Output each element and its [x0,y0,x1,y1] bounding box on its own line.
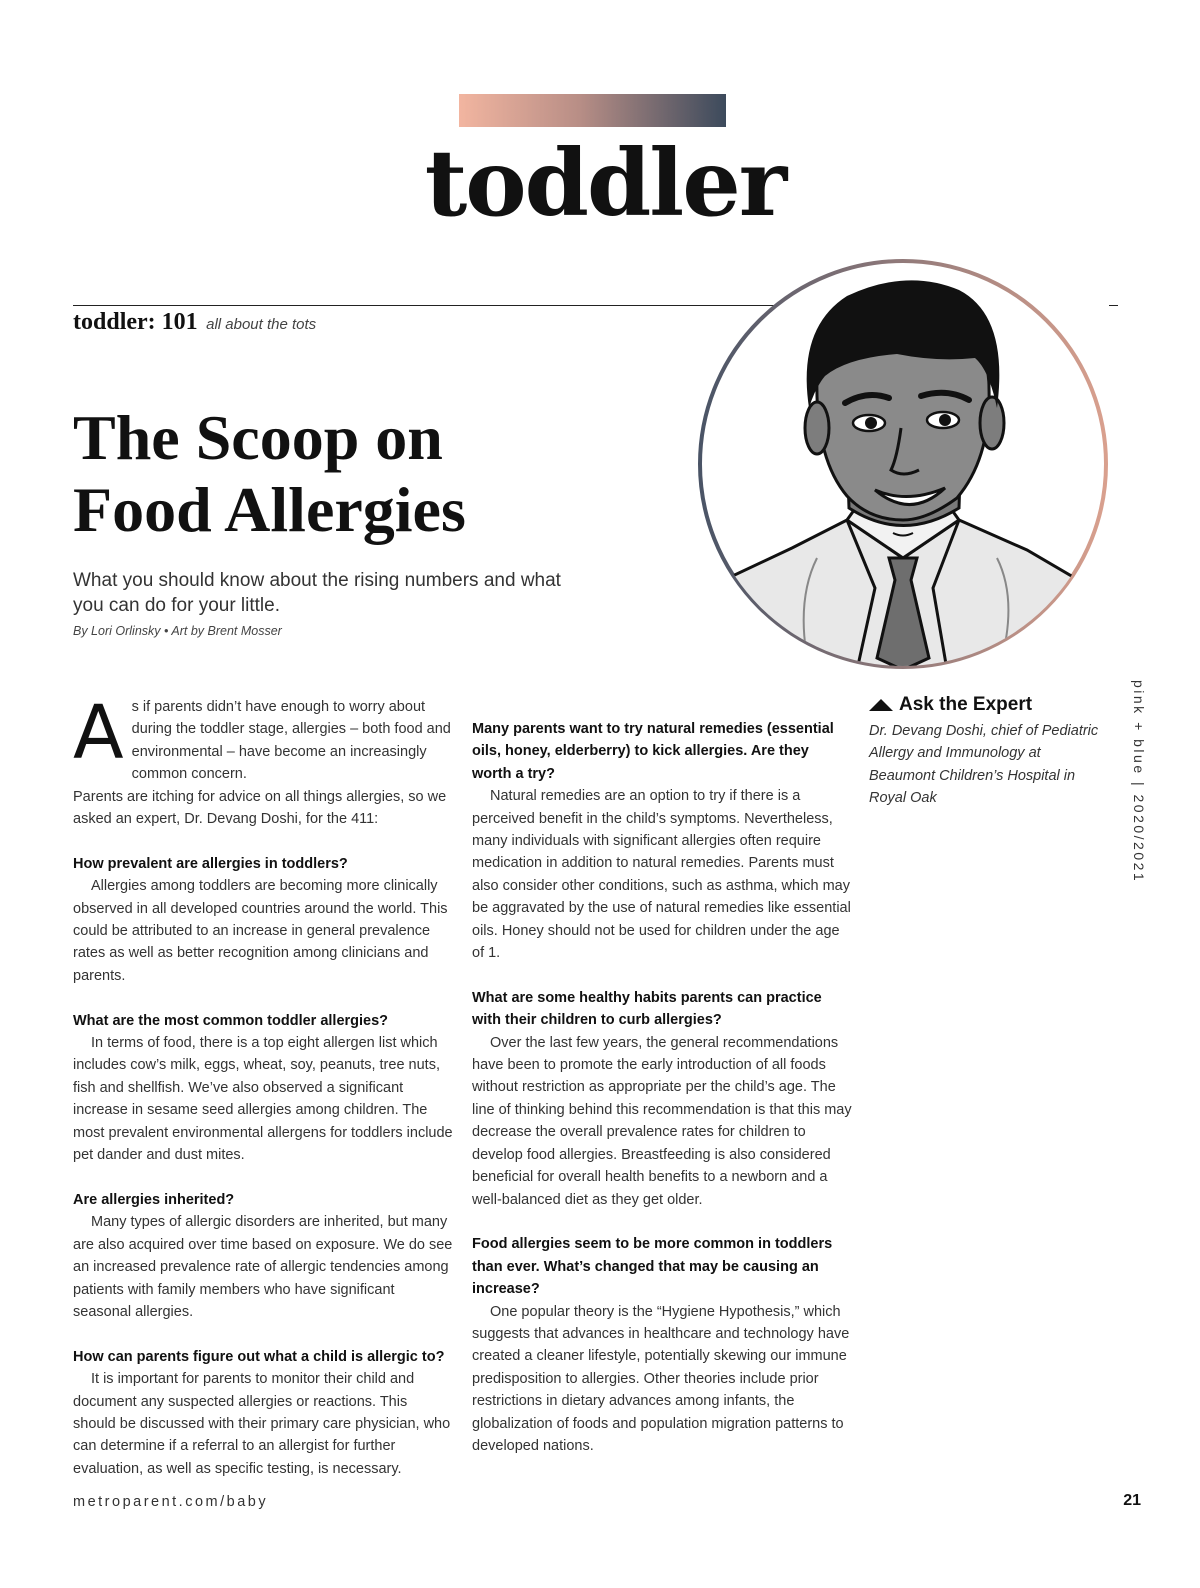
article-column-2 [472,718,852,1457]
answer-paragraph: One popular theory is the “Hygiene Hypothesis,” which suggests that advances in healthcare and technology have created a cleaner lifestyle, potentially skewing our immune predisposition to allergies. Other theories include prior restrictions in dietary advances among infants, the globalization of foods and population migration patterns to developed nations. [472,1303,850,1454]
intro-paragraph [73,690,453,786]
question-heading: Are allergies inherited? [73,1191,235,1208]
article-headline [73,402,673,546]
expert-heading-text: Ask the Expert [899,694,1033,715]
answer-paragraph: Many types of allergic disorders are inherited, but many are also acquired over time based on exposure. We do see an increased prevalence rate of allergic tendencies among patients with family members who have significant seasonal allergies. [73,1214,453,1320]
question-heading: What are some healthy habits parents can practice with their children to curb allergies? [472,989,822,1029]
question-heading: What are the most common toddler allergies? [73,1012,389,1029]
drop-cap: A [73,690,124,776]
expert-bio: Dr. Devang Doshi, chief of Pediatric Allergy and Immunology at Beaumont Children’s Hospital in Royal Oak [869,723,1099,807]
answer-paragraph: Natural remedies are an option to try if there is a perceived benefit in the child’s symptoms. Nevertheless, many individuals with significant allergies often require medication in addition to natural remedies. Parents must also consider other conditions, such as asthma, which may be aggravated by the use of natural remedies like essential oils. Honey should not be used for children under the age of 1. [472,788,851,962]
intro-text: s if parents didn’t have enough to worry about during the toddler stage, allergies – both food and environmental – have become an increasingly common concern. [131,699,451,783]
expert-heading [869,694,1104,716]
answer-paragraph: Over the last few years, the general recommendations have been to promote the early introduction of all foods without restriction as appropriate per the child’s age. The line of thinking behind this recommendation is that this may decrease the overall prevalence rates for children to develop food allergies. Breastfeeding is also considered beneficial for overall health benefits to a newborn and a well-balanced diet as they get older. [472,1034,852,1208]
article-byline: By Lori Orlinsky • Art by Brent Mosser [73,624,282,638]
section-title: toddler [424,129,786,237]
intro-paragraph-2: Parents are itching for advice on all things allergies, so we asked an expert, Dr. Devang Doshi, for the 411: [73,788,447,828]
section-gradient-bar [459,94,726,127]
ask-the-expert-box [869,694,1104,810]
kicker-sub: all about the tots [206,316,317,333]
headline-line-1: The Scoop on [73,402,443,473]
doctor-portrait-illustration [697,258,1109,670]
answer-paragraph: Allergies among toddlers are becoming more clinically observed in all developed countries around the world. This could be attributed to an increase in general prevalence rates as well as better recognition among clinicians and parents. [73,878,448,984]
answer-paragraph: It is important for parents to monitor their child and document any suspected allergies or reactions. This should be discussed with their primary care physician, who can determine if a referral to an allergist for further evaluation, as well as specific testing, is necessary. [73,1371,451,1477]
triangle-icon [869,699,893,711]
headline-line-2: Food Allergies [73,474,466,545]
kicker [73,309,316,336]
question-heading: Food allergies seem to be more common in toddlers than ever. What’s changed that may be causing an increase? [472,1236,833,1298]
article-column-1 [73,690,453,1480]
question-heading: Many parents want to try natural remedies (essential oils, honey, elderberry) to kick allergies. Are they worth a try? [472,721,834,782]
question-heading: How prevalent are allergies in toddlers? [73,855,348,872]
kicker-main: toddler: 101 [73,309,198,335]
answer-paragraph: In terms of food, there is a top eight allergen list which includes cow’s milk, eggs, wheat, soy, peanuts, tree nuts, fish and shellfish. We’ve also observed a significant increase in sesame seed allergies among children. The most prevalent environmental allergens for toddlers include pet dander and dust mites. [73,1035,453,1164]
page-number: 21 [1123,1492,1141,1509]
article-dek: What you should know about the rising numbers and what you can do for your little. [73,570,561,616]
question-heading: How can parents figure out what a child is allergic to? [73,1348,445,1365]
footer-url: metroparent.com/baby [73,1494,269,1510]
side-issue-label: pink + blue | 2020/2021 [1131,680,1147,884]
